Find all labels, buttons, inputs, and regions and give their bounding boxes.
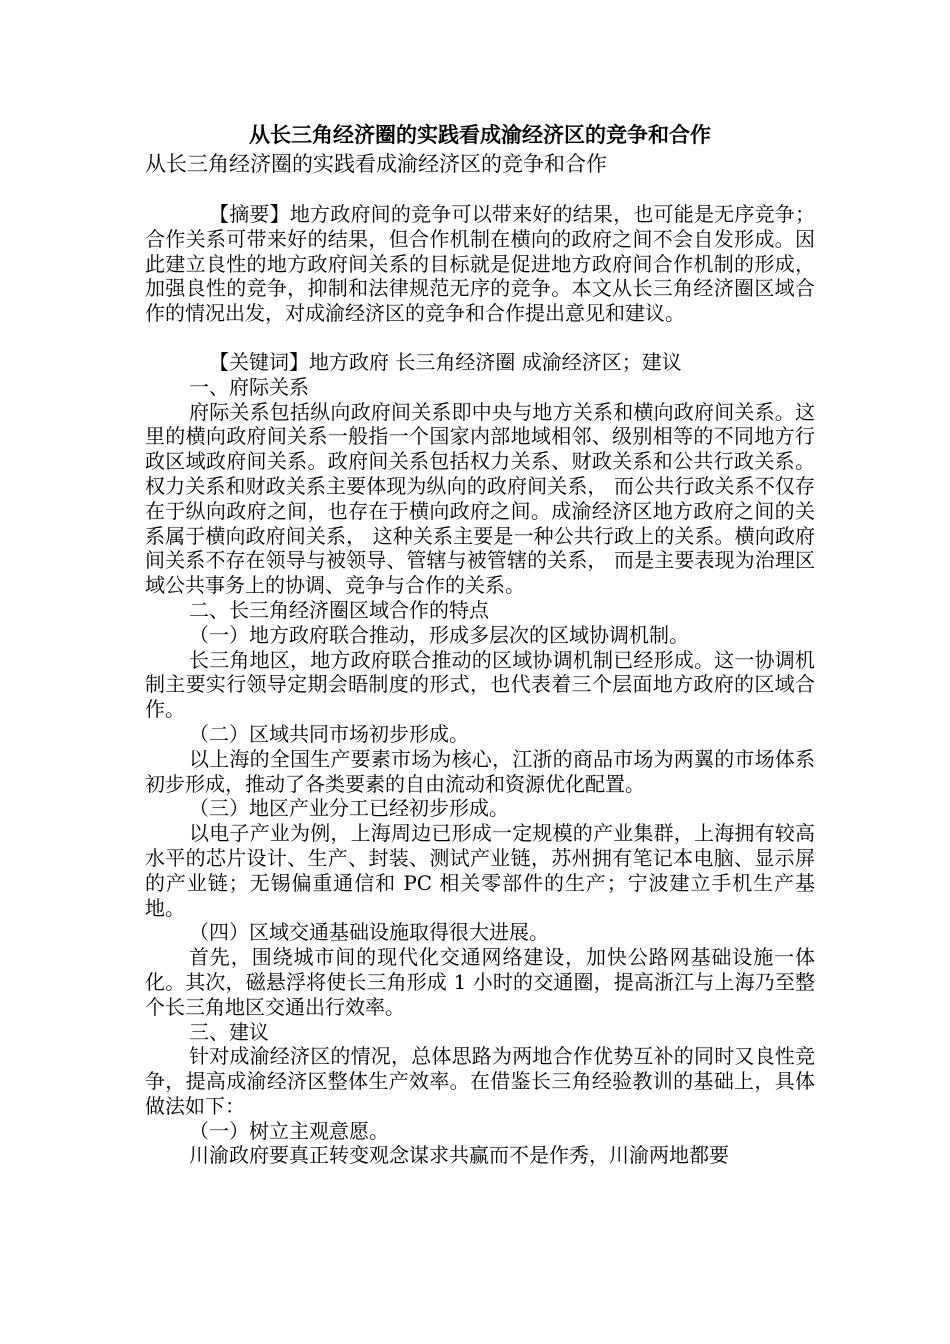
document-sections [145,375,815,1169]
section-paragraph: 府际关系包括纵向政府间关系即中央与地方关系和横向政府间关系。这里的横向政府间关系一般指一个国家内部地域相邻、级别相等的不同地方行政区域政府间关系。政府间关系包括权力关系、财政关系和公共行政关系。权力关系和财政关系主要体现为纵向的政府间关系， 而公共行政关系不仅存在于纵向政府之间，也存在于横向政府之间。成渝经济区地方政府之间的关系属于横向政府间关系， 这种关系主要是一种公共行政上的关系。横向政府间关系不存在领导与被领导、管辖与被管辖的关系， 而是主要表现为治理区域公共事务上的协调、竞争与合作的关系。 [145,399,815,598]
subsection-heading: （二）区域共同市场初步形成。 [189,721,469,746]
document-body [145,120,815,1168]
section-paragraph: 以上海的全国生产要素市场为核心，江浙的商品市场为两翼的市场体系初步形成，推动了各类要素的自由流动和资源优化配置。 [145,746,815,796]
section-paragraph: 针对成渝经济区的情况，总体思路为两地合作优势互补的同时又良性竞争，提高成渝经济区整体生产效率。在借鉴长三角经验教训的基础上，具体做法如下： [145,1044,815,1118]
section-paragraph: 长三角地区，地方政府联合推动的区域协调机制已经形成。这一协调机制主要实行领导定期会晤制度的形式，也代表着三个层面地方政府的区域合作。 [145,647,815,722]
section-paragraph: 首先，围绕城市间的现代化交通网络建设，加快公路网基础设施一体化。其次，磁悬浮将使长三角形成 1 小时的交通圈，提高浙江与上海乃至整个长三角地区交通出行效率。 [145,945,815,1019]
keywords-line: 【关键词】地方政府 长三角经济圈 成渝经济区；建议 [209,349,682,374]
subsection-heading: （四）区域交通基础设施取得很大进展。 [189,920,549,945]
section-heading: 三、建议 [189,1019,269,1044]
document-title: 从长三角经济圈的实践看成渝经济区的竞争和合作 [249,123,711,147]
section-heading: 一、府际关系 [189,374,309,399]
section-paragraph: 以电子产业为例，上海周边已形成一定规模的产业集群，上海拥有较高水平的芯片设计、生产、封装、测试产业链，苏州拥有笔记本电脑、显示屏的产业链；无锡偏重通信和 PC 相关零部件的生产；宁波建立手机生产基地。 [145,821,815,920]
subsection-heading: （一）树立主观意愿。 [189,1118,389,1143]
document-subtitle: 从长三角经济圈的实践看成渝经济区的竞争和合作 [145,152,607,176]
abstract-paragraph: 【摘要】地方政府间的竞争可以带来好的结果，也可能是无序竞争；合作关系可带来好的结果，但合作机制在横向的政府之间不会自发形成。因此建立良性的地方政府间关系的目标就是促进地方政府间合作机制的形成，加强良性的竞争，抑制和法律规范无序的竞争。本文从长三角经济圈区域合作的情况出发，对成渝经济区的竞争和合作提出意见和建议。 [145,202,815,326]
subsection-heading: （一）地方政府联合推动，形成多层次的区域协调机制。 [189,622,689,647]
section-paragraph: 川渝政府要真正转变观念谋求共赢而不是作秀，川渝两地都要 [189,1143,729,1168]
subsection-heading: （三）地区产业分工已经初步形成。 [189,796,509,821]
section-heading: 二、长三角经济圈区域合作的特点 [189,597,489,622]
